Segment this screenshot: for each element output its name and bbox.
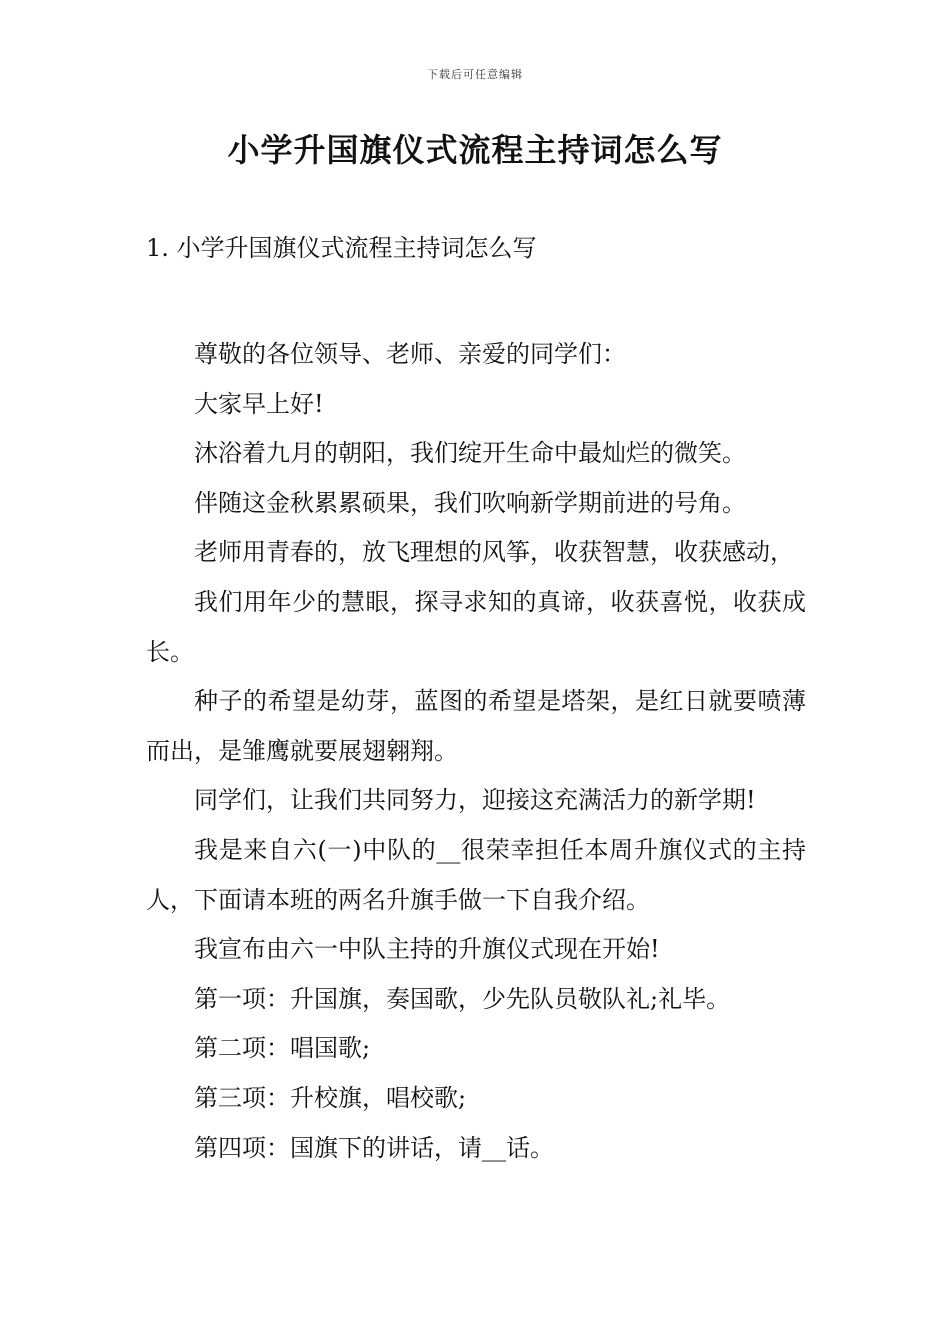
paragraph: 伴随这金秋累累硕果，我们吹响新学期前进的号角。 xyxy=(194,488,746,517)
paragraph-good-morning: 大家早上好! xyxy=(194,389,324,418)
paragraph: 沐浴着九月的朝阳，我们绽开生命中最灿烂的微笑。 xyxy=(194,439,746,468)
paragraph-item-2: 第二项：唱国歌; xyxy=(194,1034,371,1063)
paragraph: 同学们，让我们共同努力，迎接这充满活力的新学期! xyxy=(194,786,756,815)
section-heading: 1. 小学升国旗仪式流程主持词怎么写 xyxy=(146,234,537,262)
paragraph-item-3: 第三项：升校旗，唱校歌; xyxy=(194,1083,467,1112)
paragraph: 老师用青春的，放飞理想的风筝，收获智慧，收获感动， xyxy=(194,538,794,567)
paragraph: 我宣布由六一中队主持的升旗仪式现在开始! xyxy=(194,935,660,964)
paragraph: 我是来自六(一)中队的__很荣幸担任本周升旗仪式的主持人，下面请本班的两名升旗手做一下自我介绍。 xyxy=(146,835,806,914)
paragraph-item-4: 第四项：国旗下的讲话，请__话。 xyxy=(194,1133,554,1162)
document-title: 小学升国旗仪式流程主持词怎么写 xyxy=(227,131,723,169)
header-note: 下载后可任意编辑 xyxy=(427,68,523,81)
paragraph: 我们用年少的慧眼，探寻求知的真谛，收获喜悦，收获成长。 xyxy=(146,587,806,666)
body-text xyxy=(146,330,806,1173)
paragraph-item-1: 第一项：升国旗，奏国歌，少先队员敬队礼;礼毕。 xyxy=(194,984,731,1013)
paragraph-greeting: 尊敬的各位领导、老师、亲爱的同学们： xyxy=(194,340,626,368)
paragraph: 种子的希望是幼芽，蓝图的希望是塔架，是红日就要喷薄而出，是雏鹰就要展翅翱翔。 xyxy=(146,687,806,765)
